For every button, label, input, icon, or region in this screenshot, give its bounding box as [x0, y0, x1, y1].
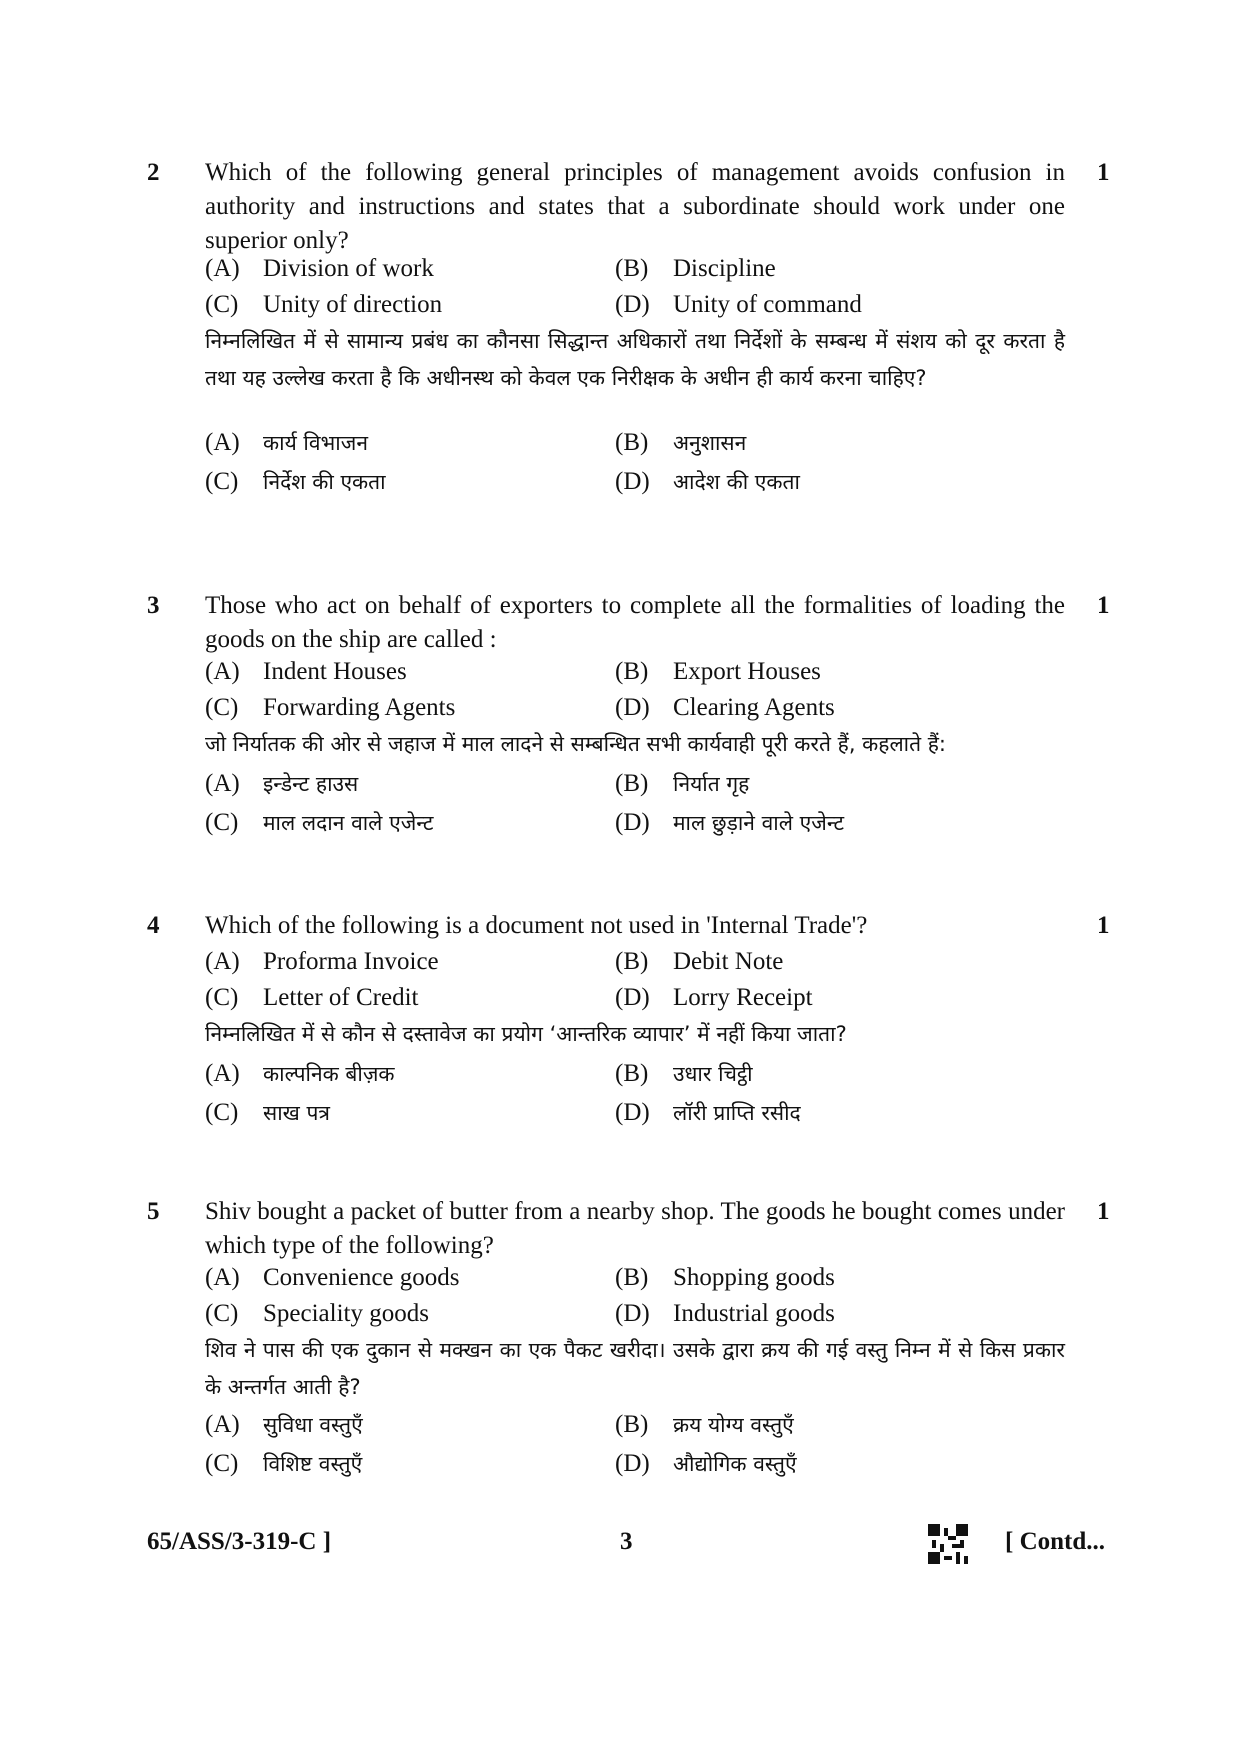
- option-d-hindi: (D) आदेश की एकता: [615, 468, 800, 495]
- option-a-english: (A) Indent Houses: [205, 658, 407, 685]
- continued-label: [ Contd...: [1005, 1528, 1106, 1555]
- option-d-english: (D) Industrial goods: [615, 1300, 835, 1327]
- option-d-english: (D) Unity of command: [615, 291, 862, 318]
- option-a-hindi: (A) कार्य विभाजन: [205, 429, 368, 456]
- question-marks: 1: [1097, 1198, 1110, 1225]
- option-b-english: (B) Debit Note: [615, 948, 784, 975]
- option-b-hindi: (B) क्रय योग्य वस्तुएँ: [615, 1411, 794, 1438]
- option-d-hindi: (D) लॉरी प्राप्ति रसीद: [615, 1099, 801, 1126]
- option-b-english: (B) Export Houses: [615, 658, 821, 685]
- paper-code: 65/ASS/3-319-C ]: [147, 1528, 332, 1555]
- option-c-english: (C) Unity of direction: [205, 291, 443, 318]
- question-marks: 1: [1097, 592, 1110, 619]
- page-footer: [0, 1528, 1240, 1568]
- option-b-english: (B) Discipline: [615, 255, 776, 282]
- question-text-english: Those who act on behalf of exporters to complete all the formalities of loading the goods on the ship are called :: [205, 592, 1065, 653]
- question-text-english: Which of the following is a document not used in 'Internal Trade'?: [205, 912, 868, 939]
- question-number: 4: [147, 912, 160, 939]
- option-c-english: (C) Forwarding Agents: [205, 694, 456, 721]
- page-number: 3: [620, 1528, 633, 1555]
- option-a-hindi: (A) इन्डेन्ट हाउस: [205, 770, 359, 797]
- option-a-english: (A) Proforma Invoice: [205, 948, 439, 975]
- qr-code-icon: [928, 1524, 968, 1564]
- question-marks: 1: [1097, 159, 1110, 186]
- option-a-hindi: (A) काल्पनिक बीज़क: [205, 1060, 395, 1087]
- option-c-hindi: (C) निर्देश की एकता: [205, 468, 386, 495]
- question-text-english: Shiv bought a packet of butter from a nearby shop. The goods he bought comes under which type of the following?: [205, 1198, 1065, 1259]
- question-number: 2: [147, 159, 160, 186]
- option-c-english: (C) Speciality goods: [205, 1300, 429, 1327]
- option-c-english: (C) Letter of Credit: [205, 984, 419, 1011]
- option-a-english: (A) Convenience goods: [205, 1264, 460, 1291]
- question-number: 3: [147, 592, 160, 619]
- question-text-hindi: निम्नलिखित में से कौन से दस्तावेज का प्रयोग ‘आन्तरिक व्यापार’ में नहीं किया जाता?: [205, 1022, 847, 1046]
- question-number: 5: [147, 1198, 160, 1225]
- option-b-hindi: (B) निर्यात गृह: [615, 770, 750, 797]
- question-text-hindi: शिव ने पास की एक दुकान से मक्खन का एक पैकट खरीदा। उसके द्वारा क्रय की गई वस्तु निम्न में से किस प्रकार के अन्तर्गत आती है?: [205, 1338, 1065, 1399]
- question-text-english: Which of the following general principles of management avoids confusion in authority and instructions and states that a subordinate should work under one superior only?: [205, 159, 1065, 254]
- option-b-hindi: (B) अनुशासन: [615, 429, 747, 456]
- option-b-english: (B) Shopping goods: [615, 1264, 835, 1291]
- option-b-hindi: (B) उधार चिट्ठी: [615, 1060, 753, 1087]
- question-text-hindi: जो निर्यातक की ओर से जहाज में माल लादने से सम्बन्धित सभी कार्यवाही पूरी करते हैं, कहलाते हैं:: [205, 732, 946, 756]
- option-d-hindi: (D) माल छुड़ाने वाले एजेन्ट: [615, 809, 845, 836]
- question-text-hindi: निम्नलिखित में से सामान्य प्रबंध का कौनसा सिद्धान्त अधिकारों तथा निर्देशों के सम्बन्ध में संशय को दूर करता है तथा यह उल्लेख करता है कि अधीनस्थ को केवल एक निरीक्षक के अधीन ही कार्य करना चाहिए?: [205, 329, 1065, 390]
- option-d-english: (D) Clearing Agents: [615, 694, 835, 721]
- question-marks: 1: [1097, 912, 1110, 939]
- option-a-hindi: (A) सुविधा वस्तुएँ: [205, 1411, 363, 1438]
- option-c-hindi: (C) विशिष्ट वस्तुएँ: [205, 1450, 363, 1477]
- option-c-hindi: (C) साख पत्र: [205, 1099, 331, 1126]
- option-a-english: (A) Division of work: [205, 255, 434, 282]
- option-d-english: (D) Lorry Receipt: [615, 984, 813, 1011]
- option-c-hindi: (C) माल लदान वाले एजेन्ट: [205, 809, 434, 836]
- option-d-hindi: (D) औद्योगिक वस्तुएँ: [615, 1450, 797, 1477]
